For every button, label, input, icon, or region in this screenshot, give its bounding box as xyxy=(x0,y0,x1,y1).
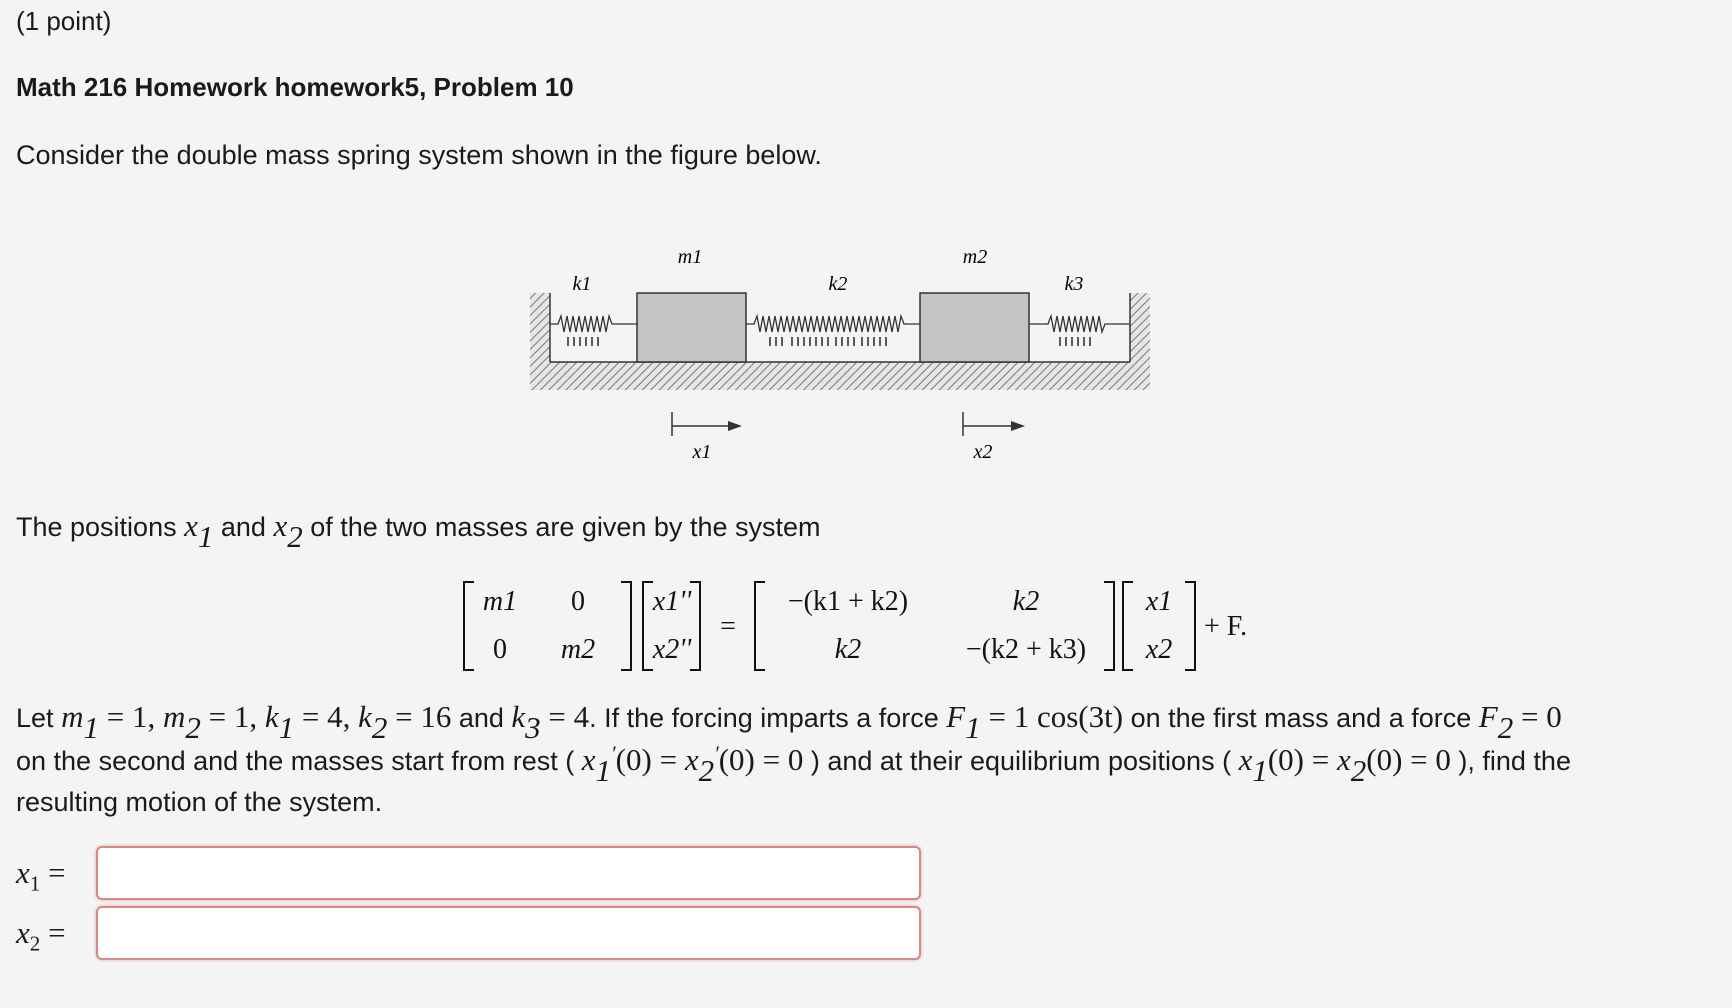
accel-x1: x1'' xyxy=(652,586,692,617)
equals-sign: = xyxy=(720,611,736,642)
system-description: The positions $x_1$ and $x_2$ of the two masses are given by the system xyxy=(16,508,821,554)
label-m1: m1 xyxy=(677,246,703,268)
forcing-term: + F. xyxy=(1204,611,1248,642)
mass-spring-figure xyxy=(520,240,1160,480)
answer-row-x2 xyxy=(16,906,921,960)
mass-block-1 xyxy=(637,293,746,362)
label-k1: k1 xyxy=(572,273,592,295)
mass-matrix-m1: m1 xyxy=(482,586,518,617)
problem-statement xyxy=(16,696,1716,823)
floor-hatch xyxy=(530,362,1150,390)
mass-matrix-m2: m2 xyxy=(560,634,596,665)
spring-k1 xyxy=(550,316,637,332)
problem-line-2: on the second and the masses start from rest ( $x_1'(0) = x_2'(0) = 0$ ) and at their equilibrium positions ( $x_1(0) = x_2(0) = 0$ ), find the xyxy=(16,741,1571,788)
problem-title: Math 216 Homework homework5, Problem 10 xyxy=(16,72,574,102)
position-x2: x2 xyxy=(1145,634,1173,665)
mass-matrix-zero-top: 0 xyxy=(571,586,585,617)
stiffness-21: k2 xyxy=(834,634,862,665)
right-wall xyxy=(1130,293,1150,365)
answer-input-x1[interactable] xyxy=(96,846,921,900)
answer-label-x1: $x_1$ = xyxy=(16,855,66,896)
label-x2: x2 xyxy=(973,441,993,463)
intro-text: Consider the double mass spring system shown in the figure below. xyxy=(16,140,822,170)
stiffness-12: k2 xyxy=(1012,586,1040,617)
label-x1: x1 xyxy=(692,441,712,463)
point-value: (1 point) xyxy=(16,6,112,36)
answer-label-x2: $x_2$ = xyxy=(16,915,66,956)
label-k2: k2 xyxy=(828,273,848,295)
problem-line-3: resulting motion of the system. xyxy=(16,787,383,817)
spring-k2 xyxy=(746,316,920,332)
answer-input-x2[interactable] xyxy=(96,906,921,960)
label-m2: m2 xyxy=(962,246,988,268)
mass-block-2 xyxy=(920,293,1029,362)
position-x1: x1 xyxy=(1145,586,1173,617)
accel-x2: x2'' xyxy=(652,634,692,665)
label-k3: k3 xyxy=(1064,273,1084,295)
left-wall xyxy=(530,293,550,365)
stiffness-22: −(k2 + k3) xyxy=(965,634,1087,665)
mass-matrix-zero-bottom: 0 xyxy=(493,634,507,665)
matrix-equation xyxy=(460,576,1300,676)
spring-k3 xyxy=(1029,316,1130,332)
stiffness-11: −(k1 + k2) xyxy=(787,586,909,617)
answer-row-x1 xyxy=(16,846,921,900)
problem-line-1: Let $m_1 = 1$, $m_2 = 1$, $k_1 = 4$, $k_2 = 16$ and $k_3 = 4$. If the forcing imparts a force $F_1 = 1$ cos(3t) on the first mass and a force $F_2 = 0$ xyxy=(16,699,1562,745)
